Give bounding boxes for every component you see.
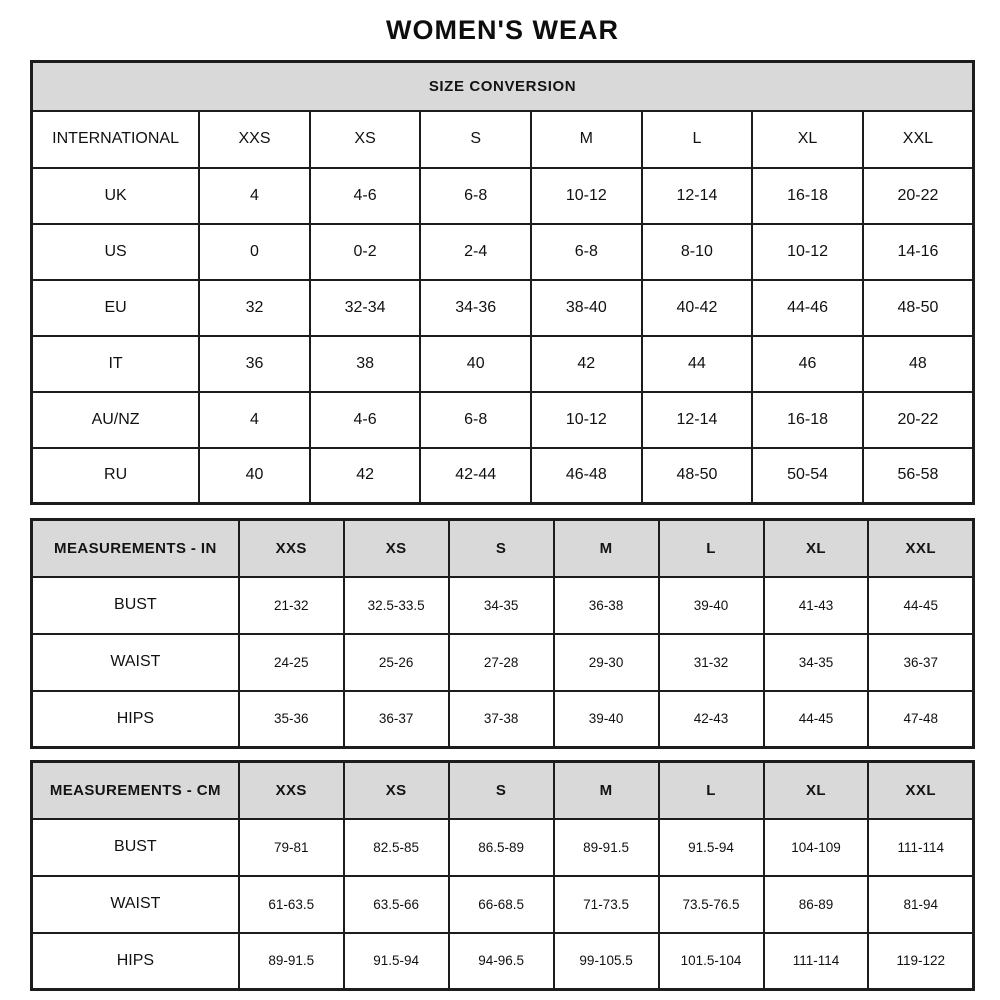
row-label: RU — [32, 448, 200, 504]
table-cell: 86.5-89 — [449, 819, 554, 876]
table-row — [32, 168, 974, 224]
table-cell: 4-6 — [310, 392, 421, 448]
table-cell: 111-114 — [764, 933, 869, 990]
table-cell: 29-30 — [554, 634, 659, 691]
table-cell: 38-40 — [531, 280, 642, 336]
table-title-row — [32, 62, 974, 111]
table-cell: 40 — [199, 448, 310, 504]
table-cell: 39-40 — [659, 577, 764, 634]
column-header: XXL — [868, 520, 973, 577]
table-cell: 86-89 — [764, 876, 869, 933]
table-row — [32, 392, 974, 448]
table-cell: 16-18 — [752, 392, 863, 448]
row-label: WAIST — [32, 876, 239, 933]
table-cell: 44-46 — [752, 280, 863, 336]
table-cell: 6-8 — [420, 168, 531, 224]
row-label: US — [32, 224, 200, 280]
column-header-row — [32, 111, 974, 168]
column-header: XXS — [239, 762, 344, 819]
table-cell: 2-4 — [420, 224, 531, 280]
table-cell: 111-114 — [868, 819, 973, 876]
column-header: XS — [344, 520, 449, 577]
column-header: XS — [310, 111, 421, 168]
row-label: UK — [32, 168, 200, 224]
table-cell: 34-35 — [449, 577, 554, 634]
table-row — [32, 280, 974, 336]
column-header: MEASUREMENTS - IN — [32, 520, 239, 577]
size-conversion-title: SIZE CONVERSION — [32, 62, 974, 111]
table-cell: 34-35 — [764, 634, 869, 691]
table-row — [32, 933, 974, 990]
table-cell: 39-40 — [554, 691, 659, 748]
row-label: EU — [32, 280, 200, 336]
table-cell: 46-48 — [531, 448, 642, 504]
column-header-row — [32, 520, 974, 577]
table-cell: 12-14 — [642, 392, 753, 448]
column-header: XL — [764, 520, 869, 577]
table-row — [32, 448, 974, 504]
column-header: XXS — [199, 111, 310, 168]
table-cell: 4 — [199, 168, 310, 224]
table-row — [32, 224, 974, 280]
column-header-row — [32, 762, 974, 819]
table-cell: 44-45 — [868, 577, 973, 634]
table-cell: 34-36 — [420, 280, 531, 336]
table-cell: 6-8 — [531, 224, 642, 280]
column-header: XL — [764, 762, 869, 819]
table-gap — [30, 505, 975, 518]
row-label: WAIST — [32, 634, 239, 691]
table-cell: 20-22 — [863, 168, 974, 224]
column-header: MEASUREMENTS - CM — [32, 762, 239, 819]
table-cell: 50-54 — [752, 448, 863, 504]
table-cell: 44 — [642, 336, 753, 392]
table-cell: 82.5-85 — [344, 819, 449, 876]
row-label: AU/NZ — [32, 392, 200, 448]
table-cell: 73.5-76.5 — [659, 876, 764, 933]
measurements-in-table — [30, 518, 975, 749]
table-cell: 32-34 — [310, 280, 421, 336]
table-cell: 36-37 — [868, 634, 973, 691]
table-cell: 0 — [199, 224, 310, 280]
table-cell: 94-96.5 — [449, 933, 554, 990]
table-cell: 20-22 — [863, 392, 974, 448]
table-cell: 37-38 — [449, 691, 554, 748]
table-cell: 101.5-104 — [659, 933, 764, 990]
table-cell: 8-10 — [642, 224, 753, 280]
column-header: XL — [752, 111, 863, 168]
table-cell: 46 — [752, 336, 863, 392]
table-cell: 81-94 — [868, 876, 973, 933]
table-cell: 27-28 — [449, 634, 554, 691]
table-cell: 4-6 — [310, 168, 421, 224]
table-cell: 42 — [531, 336, 642, 392]
table-cell: 16-18 — [752, 168, 863, 224]
row-label: HIPS — [32, 933, 239, 990]
table-cell: 48 — [863, 336, 974, 392]
table-row — [32, 819, 974, 876]
table-cell: 40 — [420, 336, 531, 392]
table-cell: 35-36 — [239, 691, 344, 748]
table-cell: 36-38 — [554, 577, 659, 634]
page-title: WOMEN'S WEAR — [386, 15, 619, 45]
table-cell: 104-109 — [764, 819, 869, 876]
table-row — [32, 336, 974, 392]
table-cell: 42 — [310, 448, 421, 504]
table-cell: 48-50 — [642, 448, 753, 504]
table-cell: 32.5-33.5 — [344, 577, 449, 634]
table-cell: 32 — [199, 280, 310, 336]
table-cell: 47-48 — [868, 691, 973, 748]
table-cell: 89-91.5 — [239, 933, 344, 990]
table-cell: 25-26 — [344, 634, 449, 691]
column-header: M — [554, 762, 659, 819]
table-cell: 61-63.5 — [239, 876, 344, 933]
table-cell: 42-43 — [659, 691, 764, 748]
table-cell: 10-12 — [531, 392, 642, 448]
table-gap — [30, 749, 975, 760]
column-header: XXL — [868, 762, 973, 819]
table-row — [32, 691, 974, 748]
table-row — [32, 876, 974, 933]
table-cell: 42-44 — [420, 448, 531, 504]
table-cell: 24-25 — [239, 634, 344, 691]
row-label: HIPS — [32, 691, 239, 748]
table-cell: 31-32 — [659, 634, 764, 691]
table-cell: 66-68.5 — [449, 876, 554, 933]
table-cell: 48-50 — [863, 280, 974, 336]
row-label: BUST — [32, 577, 239, 634]
table-cell: 91.5-94 — [659, 819, 764, 876]
table-cell: 6-8 — [420, 392, 531, 448]
row-label: BUST — [32, 819, 239, 876]
table-cell: 10-12 — [752, 224, 863, 280]
column-header: S — [420, 111, 531, 168]
table-cell: 10-12 — [531, 168, 642, 224]
column-header: XS — [344, 762, 449, 819]
table-cell: 21-32 — [239, 577, 344, 634]
measurements-cm-table — [30, 760, 975, 991]
column-header: L — [659, 520, 764, 577]
table-cell: 99-105.5 — [554, 933, 659, 990]
table-cell: 41-43 — [764, 577, 869, 634]
table-row — [32, 577, 974, 634]
column-header: XXS — [239, 520, 344, 577]
table-cell: 44-45 — [764, 691, 869, 748]
table-cell: 36-37 — [344, 691, 449, 748]
table-cell: 89-91.5 — [554, 819, 659, 876]
table-cell: 71-73.5 — [554, 876, 659, 933]
table-cell: 36 — [199, 336, 310, 392]
table-row — [32, 634, 974, 691]
table-cell: 91.5-94 — [344, 933, 449, 990]
table-cell: 119-122 — [868, 933, 973, 990]
column-header: S — [449, 762, 554, 819]
column-header: L — [642, 111, 753, 168]
table-cell: 38 — [310, 336, 421, 392]
column-header: M — [531, 111, 642, 168]
column-header: L — [659, 762, 764, 819]
row-label: IT — [32, 336, 200, 392]
table-cell: 79-81 — [239, 819, 344, 876]
size-conversion-table — [30, 60, 975, 505]
table-cell: 12-14 — [642, 168, 753, 224]
table-cell: 63.5-66 — [344, 876, 449, 933]
column-header: S — [449, 520, 554, 577]
table-cell: 40-42 — [642, 280, 753, 336]
table-cell: 0-2 — [310, 224, 421, 280]
table-cell: 14-16 — [863, 224, 974, 280]
table-cell: 56-58 — [863, 448, 974, 504]
table-cell: 4 — [199, 392, 310, 448]
column-header: XXL — [863, 111, 974, 168]
column-header: M — [554, 520, 659, 577]
column-header: INTERNATIONAL — [32, 111, 200, 168]
